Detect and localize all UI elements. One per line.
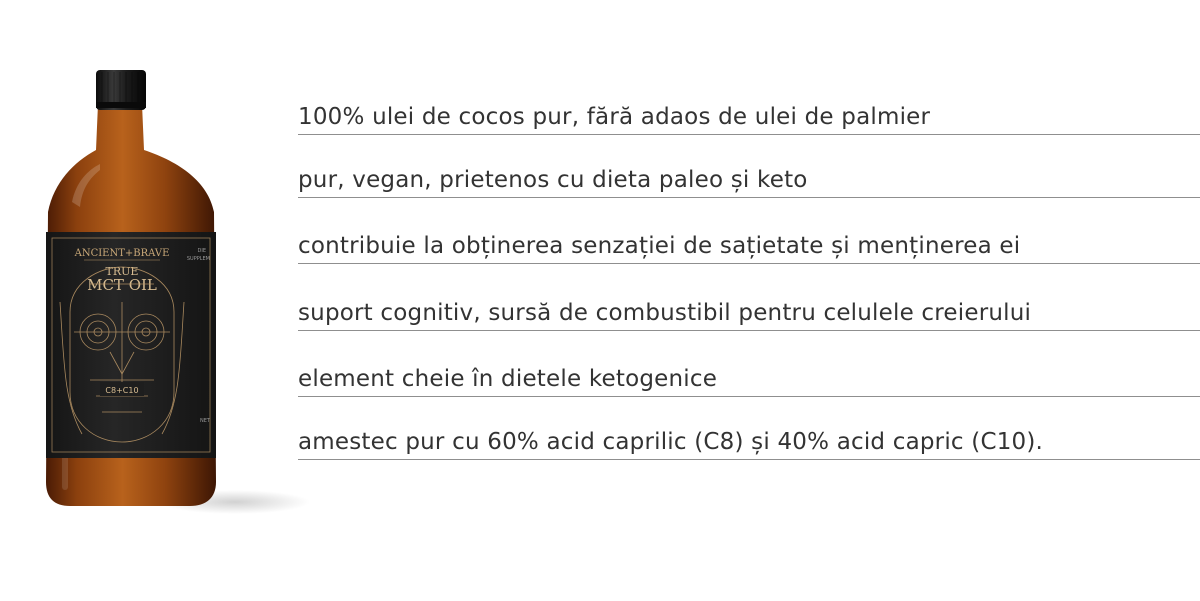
feature-text: element cheie în dietele ketogenice <box>298 366 718 392</box>
variant-text: C8+C10 <box>105 386 139 395</box>
side-text-2: SUPPLEM <box>186 256 210 262</box>
feature-item <box>298 331 1200 397</box>
product-name-line2: MCT OIL <box>87 276 157 294</box>
feature-item <box>298 135 1200 198</box>
feature-text: pur, vegan, prietenos cu dieta paleo și keto <box>298 167 808 193</box>
brand-text: ANCIENT+BRAVE <box>74 248 170 259</box>
feature-text: amestec pur cu 60% acid caprilic (C8) și 40% acid capric (C10). <box>298 429 1044 455</box>
feature-item <box>298 198 1200 264</box>
feature-text: 100% ulei de cocos pur, fără adaos de ulei de palmier <box>298 104 931 130</box>
feature-list <box>298 0 1200 601</box>
feature-text: contribuie la obținerea senzației de sațietate și menținerea ei <box>298 233 1021 259</box>
feature-item <box>298 397 1200 460</box>
product-name-line1: TRUE <box>105 265 139 278</box>
mct-oil-bottle-image <box>30 62 310 522</box>
feature-text: suport cognitiv, sursă de combustibil pentru celulele creierului <box>298 300 1032 326</box>
feature-item <box>298 264 1200 331</box>
net-text: NET <box>200 418 210 424</box>
side-text-1: DIE <box>197 248 206 254</box>
feature-item <box>298 60 1200 135</box>
